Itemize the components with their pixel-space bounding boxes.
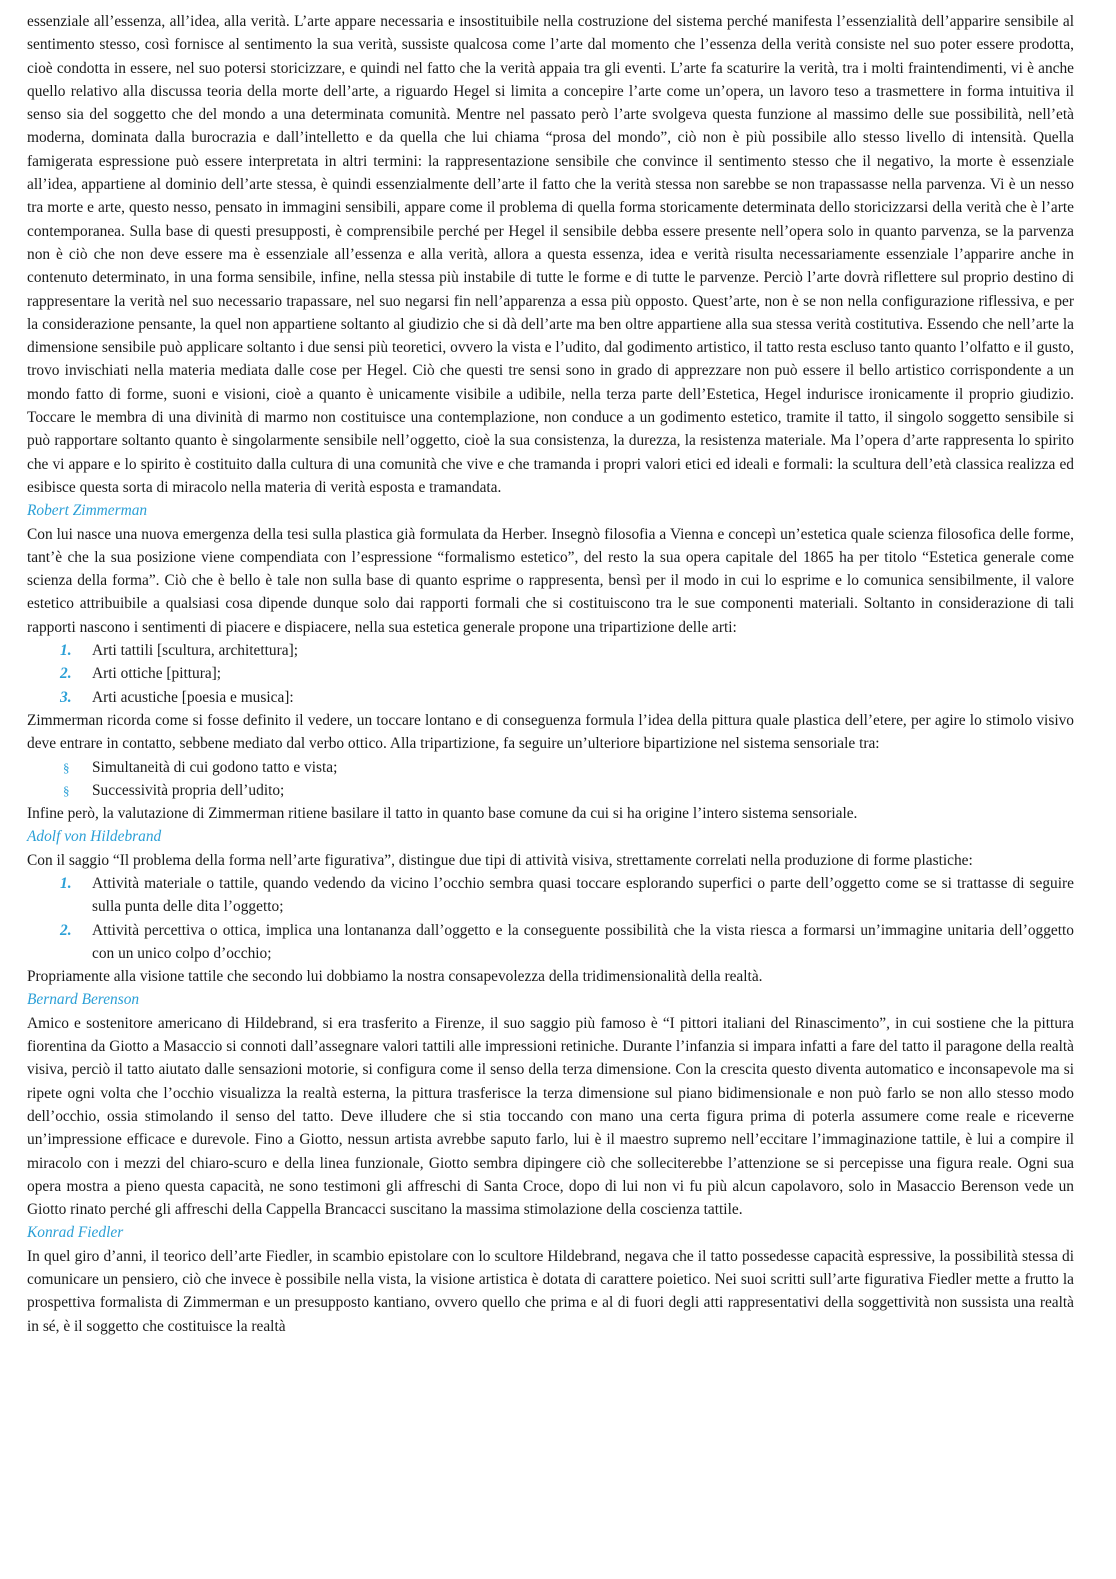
list-number: 1. bbox=[60, 874, 72, 892]
paragraph-zimmerman-conclusion: Infine però, la valutazione di Zimmerman ritiene basilare il tatto in quanto base comune da cui si ha origine l’intero sistema sensoriale. bbox=[27, 805, 858, 823]
list-item bbox=[27, 779, 1074, 802]
list-item-text: Attività percettiva o ottica, implica una lontananza dall’oggetto e la conseguente possibilità che la vista riesca a formarsi un’immagine unitaria dell’oggetto con un unico colpo d’occhio; bbox=[92, 921, 1074, 962]
senses-bipartition-list bbox=[27, 756, 1074, 803]
section-mark-icon: § bbox=[63, 782, 70, 798]
list-item-text: Simultaneità di cui godono tatto e vista; bbox=[92, 758, 338, 776]
list-number: 1. bbox=[60, 642, 72, 660]
visual-activity-list bbox=[27, 872, 1074, 965]
list-item bbox=[27, 756, 1074, 779]
heading-fiedler: Konrad Fiedler bbox=[27, 1224, 124, 1242]
list-item-text: Arti ottiche [pittura]; bbox=[92, 665, 222, 683]
heading-berenson: Bernard Berenson bbox=[27, 991, 140, 1009]
list-item-text: Arti acustiche [poesia e musica]: bbox=[92, 688, 294, 706]
list-item-text: Arti tattili [scultura, architettura]; bbox=[92, 642, 298, 660]
paragraph-hegel: essenziale all’essenza, all’idea, alla verità. L’arte appare necessaria e insostituibile nella costruzione del sistema perché manifesta l’essenzialità dell’apparire sensibile al sentimento stesso, così fornisce al sentimento la sua verità, sussiste qualcosa come l’arte dal momento che l’essenza della verità consiste nel suo poter essere prodotta, cioè condotta in essere, nel suo potersi storicizzare, e quindi nel fatto che la verità appaia tra gli eventi. L’arte fa scaturire la verità, tra i molti fraintendimenti, vi è anche quello relativo alla discussa teoria della morte dell’arte, a riguardo Hegel si limita a concepire l’arte come un’opera, un lavoro teso a trasmettere in forma intuitiva il senso sia del soggetto che del mondo a una determinata comunità. Mentre nel passato però l’arte svolgeva questa funzione al massimo delle sue possibilità, nell’età moderna, dominata dalla burocrazia e dall’intelletto e da quella che lui chiama “prosa del mondo”, ciò non è più possibile allo stesso livello di intensità. Quella famigerata espressione può essere interpretata in altri termini: la rappresentazione sensibile che convince il sentimento stesso che il negativo, la morte è essenziale all’idea, appartiene al dominio dell’arte stessa, è quindi essenzialmente dell’arte il fatto che la verità stessa non sarebbe se non trapassasse nella parvenza. Vi è un nesso tra morte e arte, questo nesso, pensato in immagini sensibili, appare come il problema di quella forma storicamente determinata dello storicizzarsi della verità che è l’arte contemporanea. Sulla base di questi presupposti, è comprensibile perché per Hegel il sensibile debba essere presente nell’opera solo in quanto parvenza, se la parvenza non è ciò che non deve essere ma è essenziale all’essenza e alla verità, allora a questa essenza, idea e verità risulta necessariamente essenziale l’apparire anche in contenuto determinato, in una forma sensibile, infine, nella stessa più instabile di tutte le forme e di tutte le parvenze. Perciò l’arte dovrà riflettere sul proprio destino di rappresentare la verità nel suo necessario trapassare, nel suo negarsi fin nell’apparenza a essa più opposto. Quest’arte, non è se non nella configurazione riflessiva, e per la considerazione pensante, la quel non appartiene soltanto al giudizio che si dà dell’arte ma ben oltre appartiene alla sua stessa verità costitutiva. Essendo che nell’arte la dimensione sensibile può applicare soltanto i due sensi più teoretici, ovvero la vista e l’udito, dal godimento artistico, il tatto resta escluso tanto quanto l’olfatto e il gusto, trovo invischiati nella materia mediata dalle cose per Hegel. Ciò che questi tre sensi sono in grado di apprezzare non può essere il bello artistico corrispondente a un mondo fatto di forme, suoni e visioni, cioè a quanto è unicamente visibile a udibile, nella terza parte dell’Estetica, Hegel indurisce ironicamente il proprio giudizio. Toccare le membra di una divinità di marmo non costituisce una contemplazione, non conduce a un godimento estetico, tramite il tatto, il singolo soggetto sensibile si può rapportare soltanto quanto è singolarmente sensibile nell’oggetto, cioè la sua consistenza, la durezza, la resistenza materiale. Ma l’opera d’arte rappresenta lo spirito che vi appare e lo spirito è costituito dalla cultura di una comunità che vive e che tramanda i propri valori etici ed ideali e formali: la scultura dell’età classica realizza ed esibisce questa sorta di miracolo nella materia di verità esposta e tramandata. bbox=[27, 13, 1074, 496]
list-item bbox=[27, 919, 1074, 966]
list-number: 2. bbox=[60, 921, 72, 939]
list-number: 3. bbox=[60, 688, 72, 706]
paragraph-zimmerman-senses: Zimmerman ricorda come si fosse definito il vedere, un toccare lontano e di conseguenza formula l’idea della pittura quale plastica dell’etere, per agire lo stimolo visivo deve entrare in contatto, sebbene mediato dal verbo ottico. Alla tripartizione, fa seguire un’ulteriore bipartizione nel sistema sensoriale tra: bbox=[27, 711, 1074, 753]
list-item-text: Successività propria dell’udito; bbox=[92, 781, 285, 799]
section-mark-icon: § bbox=[63, 759, 70, 775]
list-number: 2. bbox=[60, 665, 72, 683]
list-item bbox=[27, 686, 1074, 709]
list-item-text: Attività materiale o tattile, quando vedendo da vicino l’occhio sembra quasi toccare esplorando superfici o parte dell’oggetto come se si trattasse di seguire sulla punta delle dita l’oggetto; bbox=[92, 874, 1074, 916]
paragraph-zimmerman-intro: Con lui nasce una nuova emergenza della tesi sulla plastica già formulata da Herber. Insegnò filosofia a Vienna e concepì un’estetica quale scienza filosofica delle forme, tant’è che la sua posizione viene compendiata con l’espressione “formalismo estetico”, del resto la sua opera capitale del 1865 ha per titolo “Estetica generale come scienza della forma”. Ciò che è bello è tale non sulla base di quanto esprime o rappresenta, bensì per il modo in cui lo esprime e lo comunica sensibilmente, il valore estetico attribuibile a qualsiasi cosa dipende dunque solo dai rapporti formali che si costituiscono tra le sue componenti materiali. Soltanto in considerazione di tali rapporti nascono i sentimenti di piacere e dispiacere, nella sua estetica generale propone una tripartizione delle arti: bbox=[27, 525, 1074, 636]
arts-tripartition-list bbox=[27, 639, 1074, 709]
heading-hildebrand: Adolf von Hildebrand bbox=[27, 828, 162, 846]
list-item bbox=[27, 639, 1074, 662]
list-item bbox=[27, 872, 1074, 919]
heading-zimmerman: Robert Zimmerman bbox=[27, 502, 148, 520]
paragraph-hildebrand-conclusion: Propriamente alla visione tattile che secondo lui dobbiamo la nostra consapevolezza della tridimensionalità della realtà. bbox=[27, 968, 763, 986]
paragraph-fiedler: In quel giro d’anni, il teorico dell’arte Fiedler, in scambio epistolare con lo scultore Hildebrand, negava che il tatto possedesse capacità espressive, la possibilità stessa di comunicare un pensiero, ciò che invece è possibile nella vista, la visione artistica è dotata di carattere poietico. Nei suoi scritti sull’arte figurativa Fiedler mette a frutto la prospettiva formalista di Zimmerman e un presupposto kantiano, ovvero quello che prima e al di fuori degli atti rappresentativi della soggettività non sussista una realtà in sé, è il soggetto che costituisce la realtà bbox=[27, 1247, 1074, 1335]
paragraph-hildebrand-intro: Con il saggio “Il problema della forma nell’arte figurativa”, distingue due tipi di attività visiva, strettamente correlati nella produzione di forme plastiche: bbox=[27, 851, 973, 869]
paragraph-berenson: Amico e sostenitore americano di Hildebrand, si era trasferito a Firenze, il suo saggio più famoso è “I pittori italiani del Rinascimento”, in cui sostiene che la pittura fiorentina da Giotto a Masaccio si connoti dall’assegnare valori tattili alle impressioni retiniche. Durante l’infanzia si impara infatti a fare del tatto il paragone della realtà visiva, perciò il tatto aiutato dalle sensazioni motorie, si configura come il senso della terza dimensione. Con la crescita questo diventa automatico e inconsapevole ma si ripete ogni volta che l’occhio visualizza la realtà esterna, la pittura trasferisce la terza dimensione sul piano bidimensionale e non può farlo se non allo stesso modo dell’occhio, ossia stimolando il senso del tatto. Deve illudere che si stia toccando con mano una certa figura prima di poterla assumere come reale e riceverne un’impressione efficace e durevole. Fino a Giotto, nessun artista avrebbe saputo farlo, lui è il maestro supremo nell’eccitare l’immaginazione tattile, è lui a compire il miracolo con i mezzi del chiaro-scuro e della linea funzionale, Giotto sembra dipingere ciò che solleciterebbe l’attenzione se si percepisse una figura reale. Ogni sua opera mostra a pieno questa capacità, ne sono testimoni gli affreschi di Santa Croce, dopo di lui non vi fu più alcun capolavoro, solo in Masaccio Berenson vede un Giotto rinato perché gli affreschi della Cappella Brancacci suscitano la massima stimolazione della coscienza tattile. bbox=[27, 1014, 1074, 1219]
list-item bbox=[27, 662, 1074, 685]
